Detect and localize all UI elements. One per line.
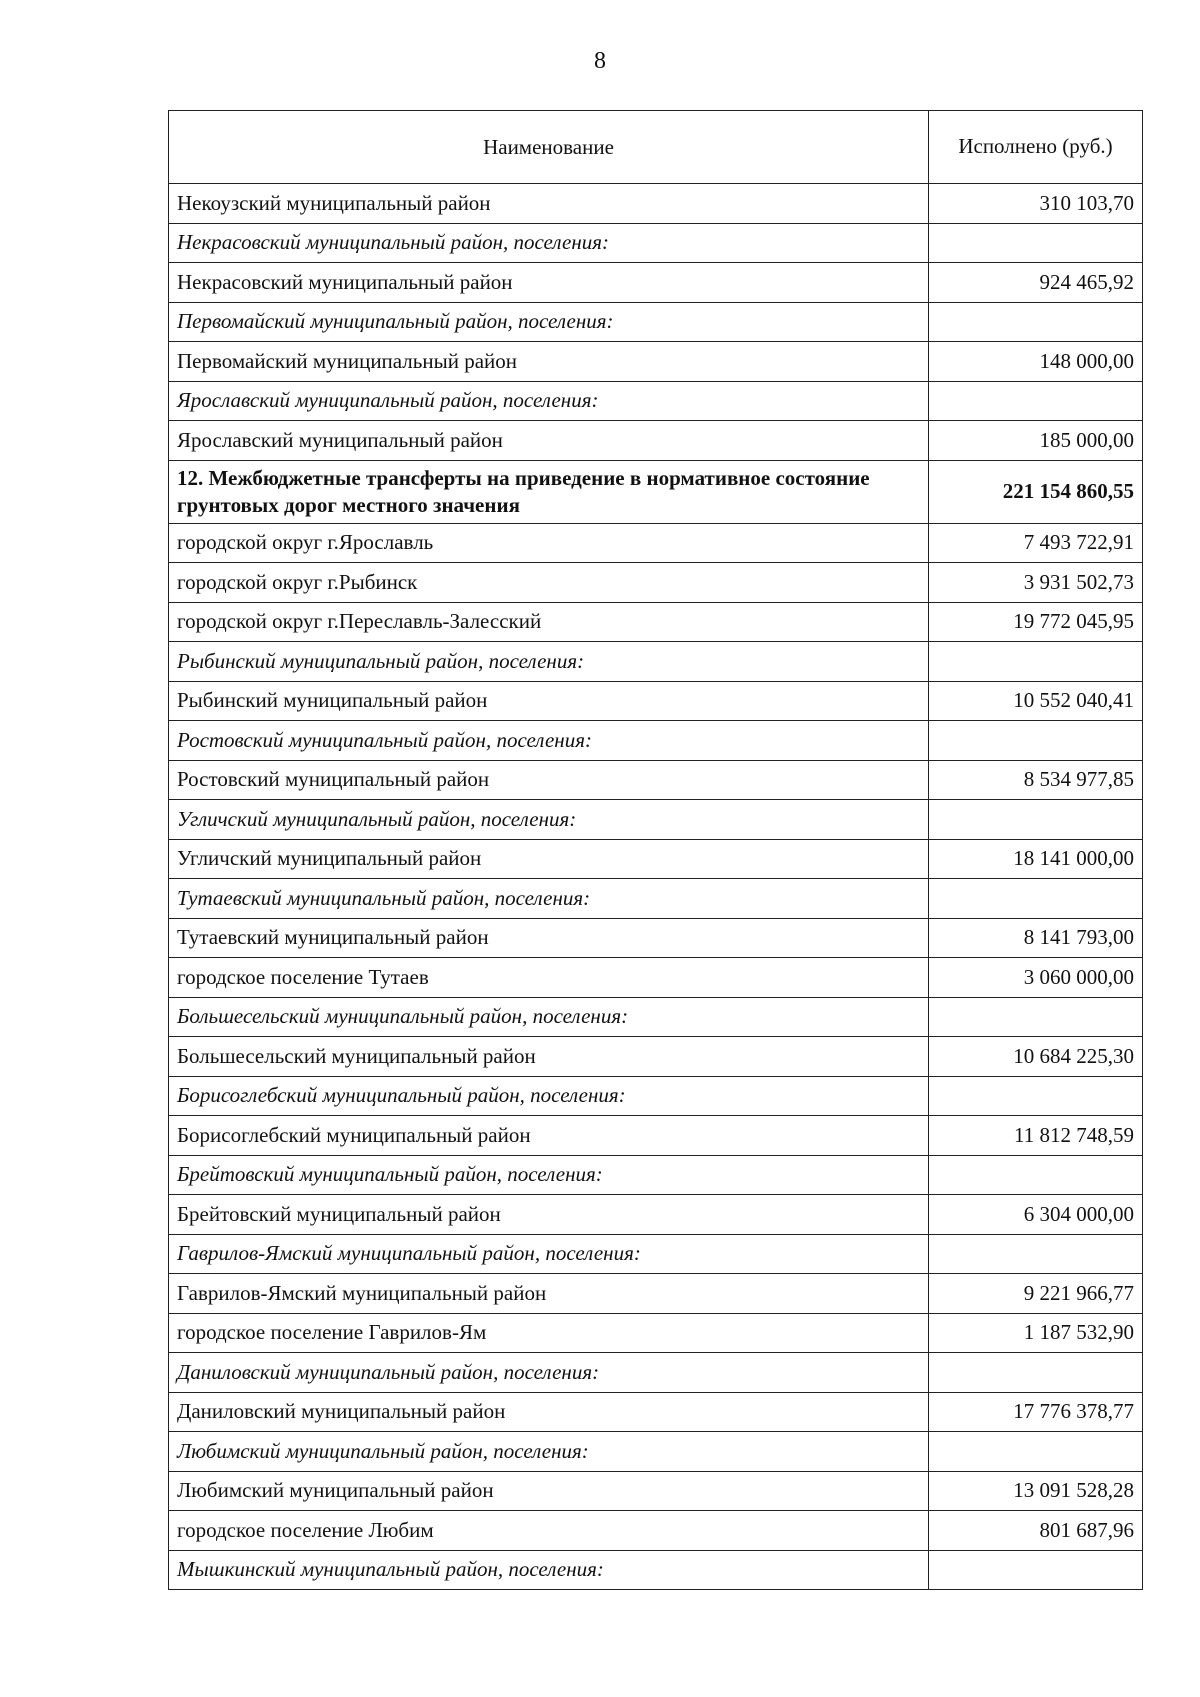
- group-header-row: [169, 1155, 1143, 1195]
- row-name: Ярославский муниципальный район: [169, 421, 929, 461]
- row-value: 19 772 045,95: [929, 602, 1143, 642]
- group-header-row: [169, 879, 1143, 919]
- row-name: Ярославский муниципальный район, поселения:: [169, 381, 929, 421]
- row-name: Даниловский муниципальный район, поселения:: [169, 1353, 929, 1393]
- row-name: Борисоглебский муниципальный район: [169, 1116, 929, 1156]
- row-value: 9 221 966,77: [929, 1274, 1143, 1314]
- row-name: Некрасовский муниципальный район: [169, 263, 929, 303]
- row-value: [929, 223, 1143, 263]
- header-name: Наименование: [169, 111, 929, 184]
- row-value: 8 534 977,85: [929, 760, 1143, 800]
- row-name: Даниловский муниципальный район: [169, 1392, 929, 1432]
- table-row: [169, 958, 1143, 998]
- header-value: Исполнено (руб.): [929, 111, 1143, 184]
- row-value: 801 687,96: [929, 1511, 1143, 1551]
- row-value: [929, 1234, 1143, 1274]
- row-value: [929, 1076, 1143, 1116]
- row-name: Некрасовский муниципальный район, поселения:: [169, 223, 929, 263]
- table-row: [169, 263, 1143, 303]
- row-name: Некоузский муниципальный район: [169, 184, 929, 224]
- row-value: [929, 1155, 1143, 1195]
- table-row: [169, 421, 1143, 461]
- group-header-row: [169, 642, 1143, 682]
- row-value: [929, 381, 1143, 421]
- row-name: Первомайский муниципальный район, поселения:: [169, 302, 929, 342]
- row-value: 11 812 748,59: [929, 1116, 1143, 1156]
- row-value: 3 060 000,00: [929, 958, 1143, 998]
- group-header-row: [169, 1550, 1143, 1590]
- group-header-row: [169, 223, 1143, 263]
- budget-table: [168, 110, 1143, 1590]
- row-name: городское поселение Любим: [169, 1511, 929, 1551]
- row-value: 6 304 000,00: [929, 1195, 1143, 1235]
- row-name: городское поселение Тутаев: [169, 958, 929, 998]
- table-row: [169, 342, 1143, 382]
- table-row: [169, 1313, 1143, 1353]
- row-name: Угличский муниципальный район, поселения:: [169, 800, 929, 840]
- row-value: 17 776 378,77: [929, 1392, 1143, 1432]
- row-value: 18 141 000,00: [929, 839, 1143, 879]
- row-name: городское поселение Гаврилов-Ям: [169, 1313, 929, 1353]
- table-row: [169, 563, 1143, 603]
- row-value: [929, 1550, 1143, 1590]
- row-name: Гаврилов-Ямский муниципальный район: [169, 1274, 929, 1314]
- table-row: [169, 184, 1143, 224]
- group-header-row: [169, 1432, 1143, 1472]
- row-name: Брейтовский муниципальный район: [169, 1195, 929, 1235]
- row-value: [929, 642, 1143, 682]
- row-name: Ростовский муниципальный район, поселения:: [169, 721, 929, 761]
- row-value: 3 931 502,73: [929, 563, 1143, 603]
- group-header-row: [169, 302, 1143, 342]
- table-row: [169, 760, 1143, 800]
- table-row: [169, 1392, 1143, 1432]
- group-header-row: [169, 1234, 1143, 1274]
- table-header-row: [169, 111, 1143, 184]
- table-row: [169, 1471, 1143, 1511]
- table-body: [169, 184, 1143, 1590]
- row-name: Тутаевский муниципальный район, поселения:: [169, 879, 929, 919]
- row-value: 7 493 722,91: [929, 523, 1143, 563]
- group-header-row: [169, 800, 1143, 840]
- row-name: городской округ г.Переславль-Залесский: [169, 602, 929, 642]
- row-name: Ростовский муниципальный район: [169, 760, 929, 800]
- table-row: [169, 1274, 1143, 1314]
- table-row: [169, 839, 1143, 879]
- row-name: Любимский муниципальный район, поселения:: [169, 1432, 929, 1472]
- group-header-row: [169, 721, 1143, 761]
- group-header-row: [169, 1076, 1143, 1116]
- table-row: [169, 602, 1143, 642]
- row-value: [929, 800, 1143, 840]
- row-name: Первомайский муниципальный район: [169, 342, 929, 382]
- row-value: [929, 721, 1143, 761]
- group-header-row: [169, 381, 1143, 421]
- table-row: [169, 1116, 1143, 1156]
- group-header-row: [169, 1353, 1143, 1393]
- row-value: [929, 1353, 1143, 1393]
- row-name: 12. Межбюджетные трансферты на приведение в нормативное состояние грунтовых дорог местного значения: [169, 460, 929, 523]
- row-name: Тутаевский муниципальный район: [169, 918, 929, 958]
- row-value: [929, 997, 1143, 1037]
- row-value: 10 684 225,30: [929, 1037, 1143, 1077]
- row-value: 10 552 040,41: [929, 681, 1143, 721]
- row-name: Любимский муниципальный район: [169, 1471, 929, 1511]
- row-name: Рыбинский муниципальный район, поселения:: [169, 642, 929, 682]
- row-value: [929, 879, 1143, 919]
- table-row: [169, 1195, 1143, 1235]
- row-name: городской округ г.Ярославль: [169, 523, 929, 563]
- row-name: Большесельский муниципальный район, поселения:: [169, 997, 929, 1037]
- row-name: Большесельский муниципальный район: [169, 1037, 929, 1077]
- row-value: 221 154 860,55: [929, 460, 1143, 523]
- table-row: [169, 681, 1143, 721]
- row-value: 13 091 528,28: [929, 1471, 1143, 1511]
- row-name: городской округ г.Рыбинск: [169, 563, 929, 603]
- row-value: 924 465,92: [929, 263, 1143, 303]
- row-name: Борисоглебский муниципальный район, поселения:: [169, 1076, 929, 1116]
- row-value: [929, 302, 1143, 342]
- section-total-row: [169, 460, 1143, 523]
- table-row: [169, 918, 1143, 958]
- row-value: 1 187 532,90: [929, 1313, 1143, 1353]
- row-value: 8 141 793,00: [929, 918, 1143, 958]
- table-row: [169, 523, 1143, 563]
- row-value: 185 000,00: [929, 421, 1143, 461]
- row-name: Гаврилов-Ямский муниципальный район, поселения:: [169, 1234, 929, 1274]
- row-value: 148 000,00: [929, 342, 1143, 382]
- table-row: [169, 1511, 1143, 1551]
- group-header-row: [169, 997, 1143, 1037]
- page-number: 8: [594, 48, 606, 74]
- row-value: 310 103,70: [929, 184, 1143, 224]
- row-name: Брейтовский муниципальный район, поселения:: [169, 1155, 929, 1195]
- row-name: Угличский муниципальный район: [169, 839, 929, 879]
- row-name: Мышкинский муниципальный район, поселения:: [169, 1550, 929, 1590]
- row-value: [929, 1432, 1143, 1472]
- table-row: [169, 1037, 1143, 1077]
- row-name: Рыбинский муниципальный район: [169, 681, 929, 721]
